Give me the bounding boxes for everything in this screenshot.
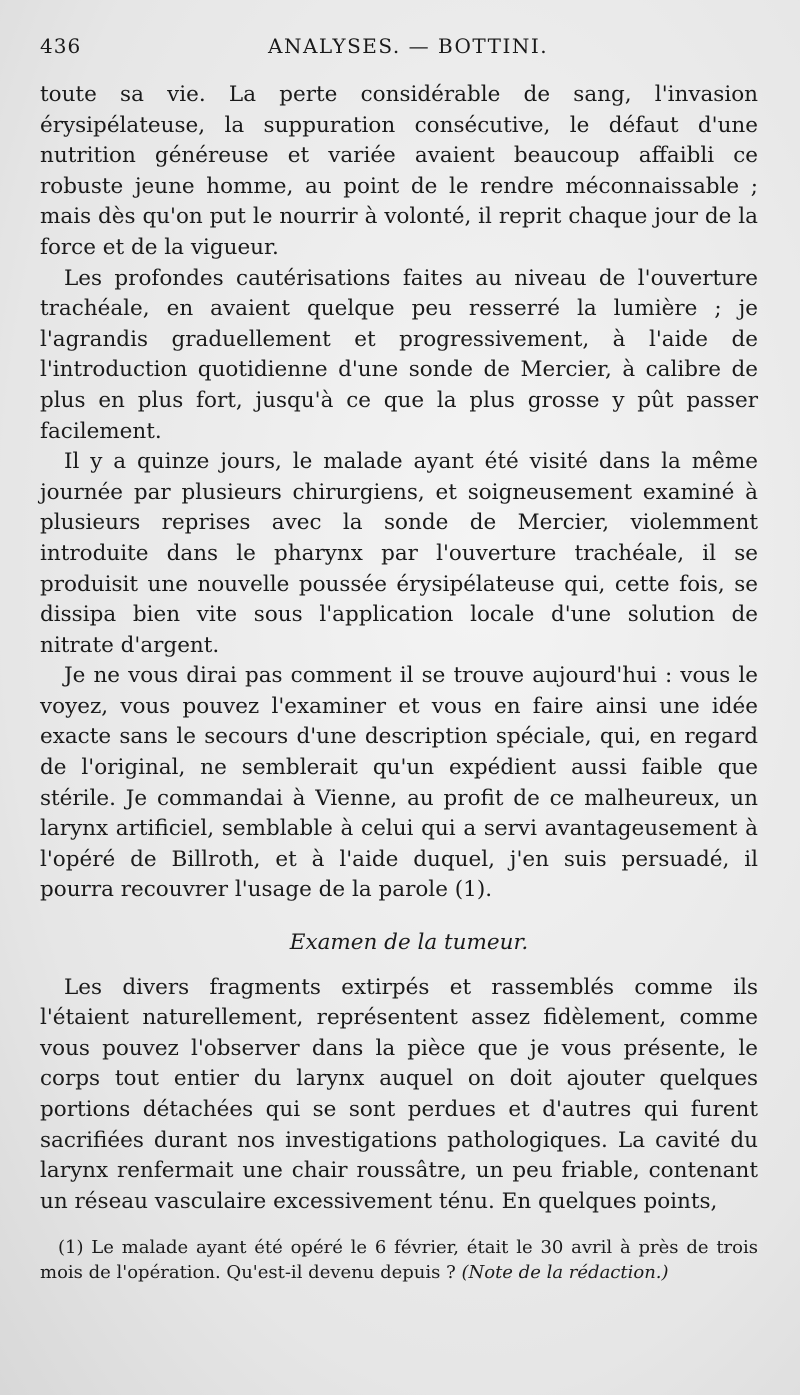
footnote-separator: [40, 1217, 758, 1235]
paragraph-continuation: toute sa vie. La perte considérable de sang, l'invasion érysipélateuse, la suppuration consécutive, le défaut d'une nutrition généreuse et variée avaient beaucoup affaibli ce robuste jeune homme, au point de le rendre méconnaissable ; mais dès qu'on put le nourrir à volonté, il reprit chaque jour de la force et de la vigueur.: [40, 82, 758, 260]
paragraph-examen: Les divers fragments extirpés et rassemblés comme ils l'étaient naturellement, représentent assez fidèlement, comme vous pouvez l'observer dans la pièce que je vous présente, le corps tout entier du larynx auquel on doit ajouter quelques portions détachées qui se sont perdues et d'autres qui furent sacrifiées durant nos investigations pathologiques. La cavité du larynx renfermait une chair roussâtre, un peu friable, contenant un réseau vasculaire excessivement ténu. En quelques points,: [40, 974, 758, 1214]
paragraph-aujourdhui: Je ne vous dirai pas comment il se trouve aujourd'hui : vous le voyez, vous pouvez l'examiner et vous en faire ainsi une idée exacte sans le secours d'une description spéciale, qui, en regard de l'original, ne semblerait qu'un expédient aussi faible que stérile. Je commandai à Vienne, au profit de ce malheureux, un larynx artificiel, semblable à celui qui a servi avantageusement à l'opéré de Billroth, et à l'aide duquel, j'en suis persuadé, il pourra recouvrer l'usage de la parole (1).: [40, 663, 758, 903]
page-number: 436: [40, 34, 82, 58]
section-title: Examen de la tumeur.: [289, 930, 529, 956]
footnote-text: (1) Le malade ayant été opéré le 6 février, était le 30 avril à près de trois mois de l'opération. Qu'est-il devenu depuis ?: [40, 1237, 758, 1284]
paragraph-cauterisations: Les profondes cautérisations faites au niveau de l'ouverture trachéale, en avaient quelque peu resserré la lumière ; je l'agrandis graduellement et progressivement, à l'aide de l'introduction quotidienne d'une sonde de Mercier, à calibre de plus en plus fort, jusqu'à ce que la plus grosse y pût passer facilement.: [40, 265, 758, 444]
footnote: [40, 1235, 758, 1285]
paragraph-quinze-jours: Il y a quinze jours, le malade ayant été visité dans la même journée par plusieurs chirurgiens, et soigneusement examiné à plusieurs reprises avec la sonde de Mercier, violemment introduite dans le pharynx par l'ouverture trachéale, il se produisit une nouvelle poussée érysipélateuse qui, cette fois, se dissipa bien vite sous l'application locale d'une solution de nitrate d'argent.: [40, 449, 758, 658]
running-head: ANALYSES. — BOTTINI.: [268, 34, 549, 58]
body-text: [40, 80, 758, 1217]
page-header: [40, 34, 758, 80]
footnote-note: (Note de la rédaction.): [461, 1262, 669, 1284]
